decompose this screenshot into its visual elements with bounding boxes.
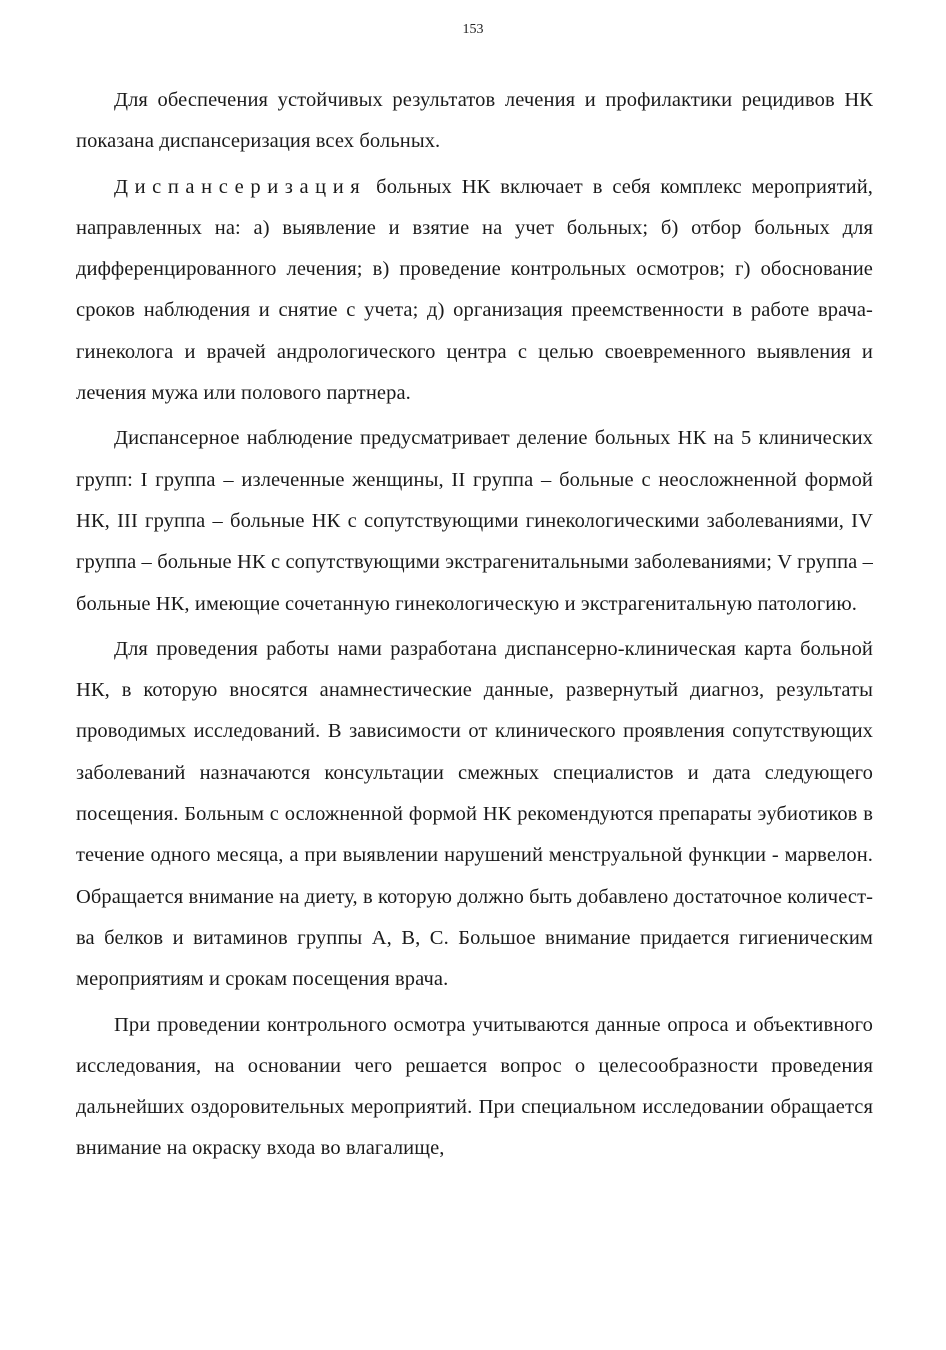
body-text [76, 80, 873, 1170]
paragraph-2 [76, 167, 873, 415]
paragraph-2-text: больных НК включает в себя комплекс мероприятий, направленных на: а) выявление и взятие на учет больных; б) отбор больных для дифференцированного лечения; в) проведение контрольных осмотров; г) обоснование сроков наблюдения и снятие с учета; д) организация преемственности в работе врача-гинеколога и врачей андрологического центра с целью своевременного выявления и лечения мужа или полового партнера. [76, 175, 873, 405]
paragraph-3: Диспансерное наблюдение предусматривает деление больных НК на 5 клинических групп: I группа – излеченные женщины, II группа – больные с неосложненной формой НК, III группа – больные НК с сопутствующими гинекологическими заболеваниями, IV группа – больные НК с сопутствующими экстрагенитальными заболеваниями; V группа – больные НК, имеющие сочетанную гинекологическую и экстрагенитальную патологию. [76, 427, 873, 615]
page-number: 153 [462, 22, 484, 37]
emphasized-term: Диспансеризация [114, 175, 367, 198]
paragraph-4: Для проведения работы нами разработана диспансерно-клиническая карта больной НК, в которую вносятся анамнестические данные, развернутый диагноз, результаты проводимых исследований. В зависимости от клинического проявления сопутствующих заболеваний назначаются консультации смежных специалистов и дата следующего посещения. Больным с осложненной формой НК рекомендуются препараты эубиотиков в течение одного месяца, а при выявлении нарушений менструальной функции - марвелон. Обращается внимание на диету, в которую должно быть добавлено достаточное количества белков и витаминов группы А, В, С. Большое внимание придается гигиеническим мероприятиям и срокам посещения врача. [76, 637, 873, 991]
paragraph-5: При проведении контрольного осмотра учитываются данные опроса и объективного исследования, на основании чего решается вопрос о целесообразности проведения дальнейших оздоровительных мероприятий. При специальном исследовании обращается внимание на окраску входа во влагалище, [76, 1013, 873, 1160]
paragraph-1: Для обеспечения устойчивых результатов лечения и профилактики рецидивов НК показана диспансеризация всех больных. [76, 89, 873, 153]
